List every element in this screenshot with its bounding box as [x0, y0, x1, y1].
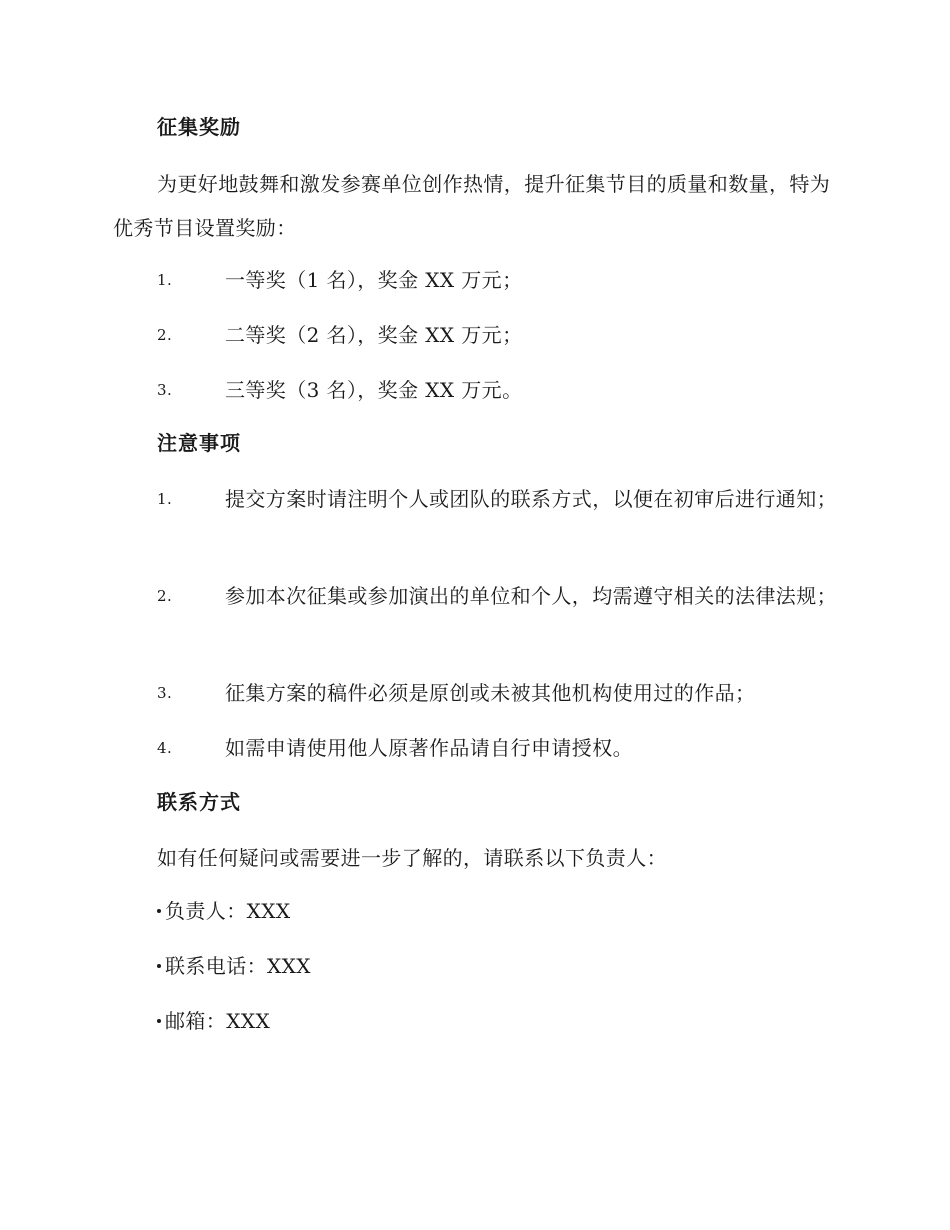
notes-list-item [113, 574, 838, 618]
section-heading-awards: 征集奖励 [157, 115, 241, 139]
list-item-text: 如需申请使用他人原著作品请自行申请授权。 [225, 736, 633, 760]
list-item-text: 三等奖（3 名），奖金 XX 万元。 [225, 378, 523, 402]
list-item-number: 2. [157, 326, 173, 344]
contact-bullet-item [157, 1009, 270, 1033]
awards-intro-paragraph [113, 162, 838, 250]
contact-bullet-item [157, 899, 291, 923]
section-heading-notes: 注意事项 [157, 431, 241, 455]
list-item-text: 参加本次征集或参加演出的单位和个人，均需遵守相关的法律法规； [225, 584, 837, 608]
list-item-text: 征集方案的稿件必须是原创或未被其他机构使用过的作品； [225, 681, 756, 705]
notes-list-item [113, 671, 838, 715]
notes-list-item [113, 726, 838, 770]
list-item-text: 一等奖（1 名），奖金 XX 万元； [225, 268, 523, 292]
list-item-number: 2. [157, 587, 173, 605]
list-item-number: 4. [157, 739, 173, 757]
section-heading-contact: 联系方式 [157, 790, 241, 814]
list-item-text: 二等奖（2 名），奖金 XX 万元； [225, 323, 523, 347]
contact-bullet-text: 负责人：XXX [165, 899, 291, 923]
bullet-dot-icon [157, 1019, 161, 1023]
list-item-number: 3. [157, 381, 173, 399]
contact-intro-text: 如有任何疑问或需要进一步了解的，请联系以下负责人： [157, 846, 667, 870]
list-item-text: 提交方案时请注明个人或团队的联系方式，以便在初审后进行通知； [225, 487, 837, 511]
list-item-number: 3. [157, 684, 173, 702]
contact-bullet-item [157, 954, 311, 978]
list-item-number: 1. [157, 490, 173, 508]
bullet-dot-icon [157, 909, 161, 913]
contact-intro-paragraph [113, 836, 838, 880]
bullet-dot-icon [157, 964, 161, 968]
awards-intro-text: 为更好地鼓舞和激发参赛单位创作热情，提升征集节目的质量和数量，特为优秀节目设置奖励： [113, 172, 831, 240]
notes-list-item [113, 477, 838, 521]
awards-list-item [113, 313, 838, 357]
contact-bullet-text: 邮箱：XXX [165, 1009, 271, 1033]
awards-list-item [113, 368, 838, 412]
contact-bullet-text: 联系电话：XXX [165, 954, 311, 978]
awards-list-item [113, 258, 838, 302]
list-item-number: 1. [157, 271, 173, 289]
